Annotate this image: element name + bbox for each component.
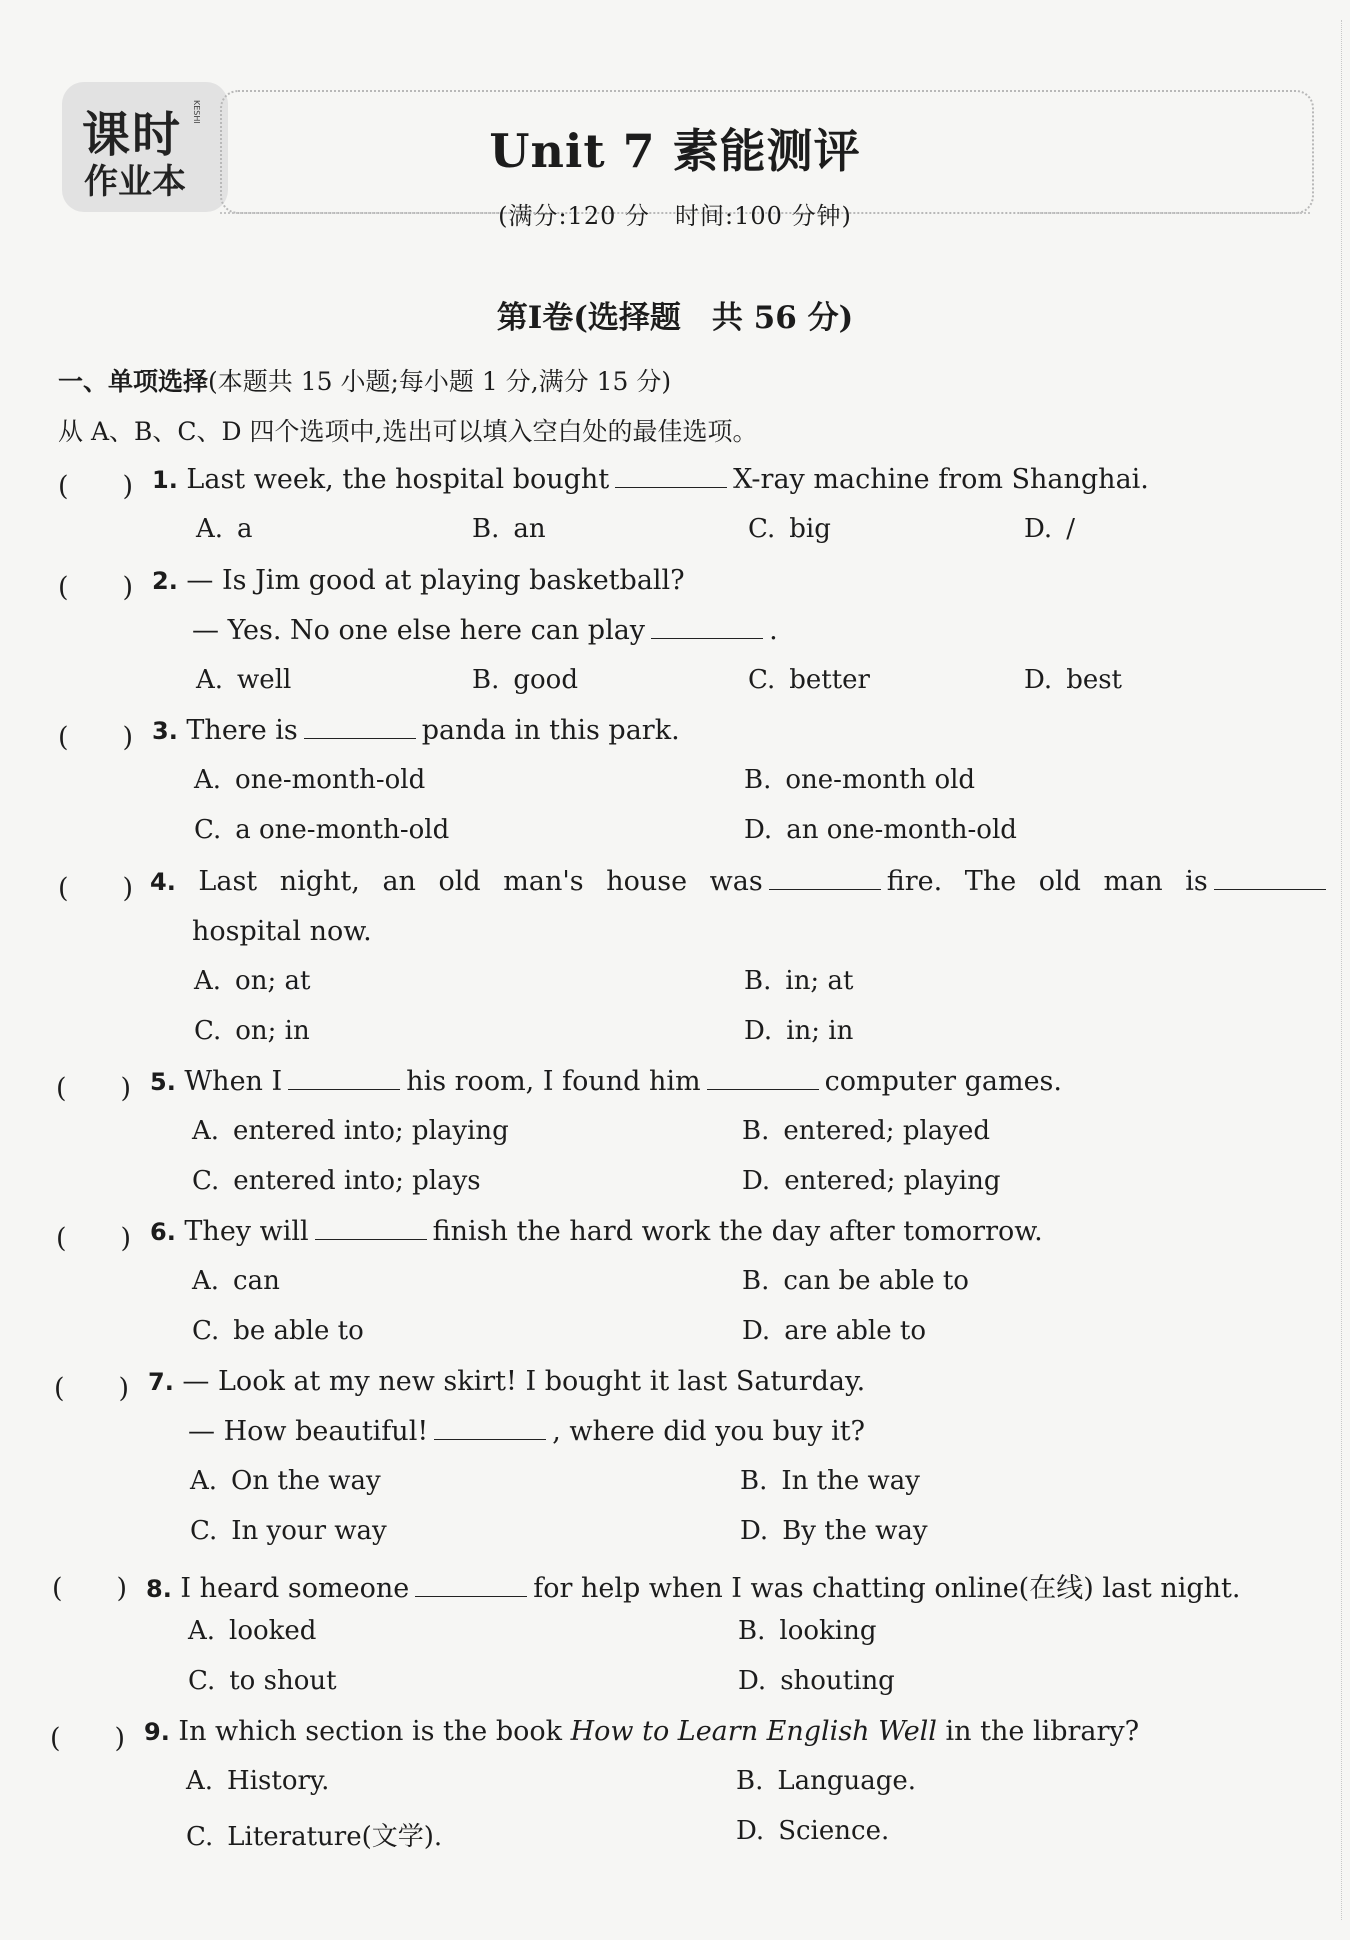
question-number: 7. bbox=[148, 1368, 174, 1396]
option-text: entered into; playing bbox=[233, 1116, 509, 1146]
option-text: entered; playing bbox=[784, 1166, 1001, 1196]
option-b[interactable] bbox=[738, 1616, 876, 1646]
question-number: 5. bbox=[150, 1068, 176, 1096]
option-b[interactable] bbox=[736, 1766, 916, 1796]
option-text: are able to bbox=[784, 1316, 926, 1346]
option-a[interactable] bbox=[186, 1766, 329, 1796]
question-text: When I bbox=[184, 1066, 283, 1097]
question-7-reply bbox=[188, 1416, 865, 1447]
logo-small-text: KESHI bbox=[192, 100, 201, 124]
option-text: on; at bbox=[235, 966, 311, 996]
question-text: his room, I found him bbox=[406, 1066, 701, 1097]
option-letter: C. bbox=[192, 1166, 220, 1196]
option-c[interactable] bbox=[186, 1816, 442, 1853]
blank bbox=[304, 716, 416, 739]
question-number: 3. bbox=[152, 717, 178, 745]
answer-paren[interactable]: ( ) bbox=[52, 1573, 128, 1604]
option-letter: B. bbox=[742, 1266, 770, 1296]
option-text: on; in bbox=[235, 1016, 310, 1046]
logo-text-line2: 作业本 bbox=[84, 162, 186, 202]
option-text: in; at bbox=[785, 966, 854, 996]
blank bbox=[434, 1417, 546, 1440]
question-text: There is bbox=[186, 715, 298, 746]
question-text: finish the hard work the day after tomorrow. bbox=[432, 1216, 1043, 1247]
option-letter: D. bbox=[740, 1516, 769, 1546]
option-a[interactable] bbox=[194, 966, 310, 996]
question-text: fire. The old man is bbox=[886, 866, 1208, 897]
option-a[interactable] bbox=[196, 665, 291, 695]
question-number: 2. bbox=[152, 567, 178, 595]
question-2-reply bbox=[192, 615, 778, 646]
logo-text-line1: 课时 bbox=[82, 107, 183, 163]
score-time-info: (满分:120 分 时间:100 分钟) bbox=[498, 202, 852, 230]
option-d[interactable] bbox=[1024, 514, 1075, 544]
question-text: , where did you buy it? bbox=[552, 1416, 866, 1447]
option-b[interactable] bbox=[740, 1466, 920, 1496]
option-letter: D. bbox=[744, 1016, 773, 1046]
option-letter: B. bbox=[472, 665, 500, 695]
option-d[interactable] bbox=[736, 1816, 889, 1846]
page-title: Unit 7 素能测评 bbox=[489, 124, 861, 178]
option-text: a bbox=[237, 514, 253, 544]
option-letter: A. bbox=[196, 514, 224, 544]
blank bbox=[288, 1067, 400, 1090]
question-text: . bbox=[769, 615, 778, 646]
option-text: a one-month-old bbox=[235, 815, 450, 845]
option-letter: A. bbox=[186, 1766, 214, 1796]
option-letter: D. bbox=[742, 1316, 771, 1346]
book-title: How to Learn English Well bbox=[570, 1716, 937, 1747]
option-a[interactable] bbox=[194, 765, 425, 795]
option-text: an one-month-old bbox=[786, 815, 1017, 845]
option-letter: B. bbox=[744, 966, 772, 996]
option-text: Science. bbox=[778, 1816, 890, 1846]
option-text: entered into; plays bbox=[233, 1166, 481, 1196]
question-text: Last night, an old man's house was bbox=[198, 866, 763, 897]
option-text: In the way bbox=[781, 1466, 920, 1496]
blank bbox=[415, 1574, 527, 1597]
option-d[interactable] bbox=[1024, 665, 1122, 695]
question-number: 1. bbox=[152, 466, 178, 494]
option-letter: D. bbox=[1024, 665, 1053, 695]
blank bbox=[651, 616, 763, 639]
question-text: X-ray machine from Shanghai. bbox=[733, 464, 1149, 495]
option-a[interactable] bbox=[192, 1116, 509, 1146]
option-a[interactable] bbox=[188, 1616, 316, 1646]
blank bbox=[615, 465, 727, 488]
answer-paren[interactable]: ( ) bbox=[58, 873, 134, 904]
option-letter: B. bbox=[738, 1616, 766, 1646]
option-text: / bbox=[1066, 514, 1075, 544]
option-letter: B. bbox=[472, 514, 500, 544]
question-4-continued: hospital now. bbox=[192, 916, 372, 947]
option-a[interactable] bbox=[192, 1266, 280, 1296]
option-d[interactable] bbox=[740, 1516, 928, 1546]
question-text: — Is Jim good at playing basketball? bbox=[186, 565, 685, 596]
option-letter: A. bbox=[192, 1116, 220, 1146]
option-d[interactable] bbox=[744, 1016, 853, 1046]
option-letter: C. bbox=[748, 665, 776, 695]
question-number: 9. bbox=[144, 1718, 170, 1746]
question-text: — Look at my new skirt! I bought it last Saturday. bbox=[182, 1366, 866, 1397]
question-text: I heard someone bbox=[180, 1573, 410, 1604]
option-letter: C. bbox=[188, 1666, 216, 1696]
option-letter: C. bbox=[186, 1822, 214, 1852]
section-heading-note: (本题共 15 小题;每小题 1 分,满分 15 分) bbox=[208, 367, 672, 396]
option-text: By the way bbox=[782, 1516, 928, 1546]
option-text: shouting bbox=[780, 1666, 895, 1696]
question-7 bbox=[148, 1366, 865, 1397]
blank bbox=[707, 1067, 819, 1090]
option-text: one-month-old bbox=[235, 765, 426, 795]
question-2 bbox=[152, 565, 685, 596]
question-5 bbox=[150, 1066, 1062, 1097]
option-a[interactable] bbox=[190, 1466, 381, 1496]
option-text: one-month old bbox=[785, 765, 976, 795]
option-c[interactable] bbox=[190, 1516, 387, 1546]
option-letter: A. bbox=[194, 966, 222, 996]
option-d[interactable] bbox=[738, 1666, 895, 1696]
option-b[interactable] bbox=[744, 966, 853, 996]
question-1 bbox=[152, 464, 1149, 495]
blank bbox=[315, 1217, 427, 1240]
option-text: can bbox=[233, 1266, 280, 1296]
option-letter: C. bbox=[192, 1316, 220, 1346]
option-letter: A. bbox=[194, 765, 222, 795]
question-9 bbox=[144, 1716, 1139, 1747]
option-b[interactable] bbox=[472, 514, 546, 544]
question-text: — Yes. No one else here can play bbox=[192, 615, 646, 646]
question-4 bbox=[150, 866, 1332, 897]
option-d[interactable] bbox=[742, 1166, 1001, 1196]
option-c[interactable] bbox=[194, 815, 449, 845]
option-letter: C. bbox=[194, 815, 222, 845]
question-text: — How beautiful! bbox=[188, 1416, 429, 1447]
option-letter: D. bbox=[738, 1666, 767, 1696]
option-text: big bbox=[789, 514, 831, 544]
option-text: an bbox=[513, 514, 546, 544]
question-text: computer games. bbox=[824, 1066, 1062, 1097]
option-b[interactable] bbox=[742, 1266, 969, 1296]
option-letter: D. bbox=[1024, 514, 1053, 544]
answer-paren[interactable]: ( ) bbox=[58, 722, 134, 753]
option-letter: C. bbox=[748, 514, 776, 544]
option-text: looked bbox=[229, 1616, 317, 1646]
option-text: History. bbox=[227, 1766, 330, 1796]
option-letter: B. bbox=[742, 1116, 770, 1146]
option-letter: B. bbox=[740, 1466, 768, 1496]
option-text: to shout bbox=[229, 1666, 337, 1696]
option-text: In your way bbox=[231, 1516, 387, 1546]
answer-paren[interactable]: ( ) bbox=[56, 1073, 132, 1104]
question-text: Last week, the hospital bought bbox=[186, 464, 610, 495]
option-letter: D. bbox=[736, 1816, 765, 1846]
option-text: On the way bbox=[231, 1466, 381, 1496]
section-instruction: 从 A、B、C、D 四个选项中,选出可以填入空白处的最佳选项。 bbox=[58, 417, 758, 446]
section-heading bbox=[58, 362, 671, 398]
question-text: panda in this park. bbox=[421, 715, 680, 746]
option-text: better bbox=[789, 665, 870, 695]
answer-paren[interactable]: ( ) bbox=[58, 572, 134, 603]
question-text: In which section is the book bbox=[178, 1716, 562, 1747]
option-text: entered; played bbox=[783, 1116, 991, 1146]
question-text: for help when I was chatting online(在线) last night. bbox=[533, 1573, 1241, 1604]
answer-paren[interactable]: ( ) bbox=[58, 471, 134, 502]
question-text: They will bbox=[184, 1216, 309, 1247]
question-3 bbox=[152, 715, 680, 746]
option-letter: C. bbox=[190, 1516, 218, 1546]
answer-paren[interactable]: ( ) bbox=[50, 1723, 126, 1754]
option-letter: C. bbox=[194, 1016, 222, 1046]
option-d[interactable] bbox=[744, 815, 1017, 845]
answer-paren[interactable]: ( ) bbox=[54, 1373, 130, 1404]
part-title: 第Ⅰ卷(选择题 共 56 分) bbox=[496, 300, 854, 336]
option-b[interactable] bbox=[742, 1116, 990, 1146]
option-text: can be able to bbox=[783, 1266, 969, 1296]
option-text: be able to bbox=[233, 1316, 364, 1346]
option-letter: D. bbox=[744, 815, 773, 845]
option-c[interactable] bbox=[192, 1166, 481, 1196]
option-c[interactable] bbox=[748, 514, 831, 544]
option-letter: B. bbox=[736, 1766, 764, 1796]
option-text: well bbox=[237, 665, 292, 695]
option-b[interactable] bbox=[744, 765, 975, 795]
question-8 bbox=[146, 1566, 1240, 1605]
option-c[interactable] bbox=[192, 1316, 364, 1346]
section-heading-label: 一、单项选择 bbox=[58, 367, 209, 396]
option-letter: D. bbox=[742, 1166, 771, 1196]
option-letter: A. bbox=[190, 1466, 218, 1496]
question-text: in the library? bbox=[945, 1716, 1140, 1747]
question-6 bbox=[150, 1216, 1043, 1247]
option-text: best bbox=[1066, 665, 1123, 695]
option-text: Language. bbox=[777, 1766, 917, 1796]
option-letter: B. bbox=[744, 765, 772, 795]
option-d[interactable] bbox=[742, 1316, 926, 1346]
option-b[interactable] bbox=[472, 665, 578, 695]
question-number: 8. bbox=[146, 1575, 172, 1603]
option-letter: A. bbox=[188, 1616, 216, 1646]
question-number: 4. bbox=[150, 868, 176, 896]
option-text: looking bbox=[779, 1616, 877, 1646]
option-text: in; in bbox=[786, 1016, 854, 1046]
option-text: Literature(文学). bbox=[227, 1822, 443, 1852]
blank bbox=[769, 867, 881, 890]
question-number: 6. bbox=[150, 1218, 176, 1246]
option-c[interactable] bbox=[748, 665, 870, 695]
option-c[interactable] bbox=[194, 1016, 310, 1046]
option-text: good bbox=[513, 665, 578, 695]
answer-paren[interactable]: ( ) bbox=[56, 1223, 132, 1254]
option-a[interactable] bbox=[196, 514, 253, 544]
option-letter: A. bbox=[196, 665, 224, 695]
blank bbox=[1214, 867, 1326, 890]
option-letter: A. bbox=[192, 1266, 220, 1296]
option-c[interactable] bbox=[188, 1666, 337, 1696]
